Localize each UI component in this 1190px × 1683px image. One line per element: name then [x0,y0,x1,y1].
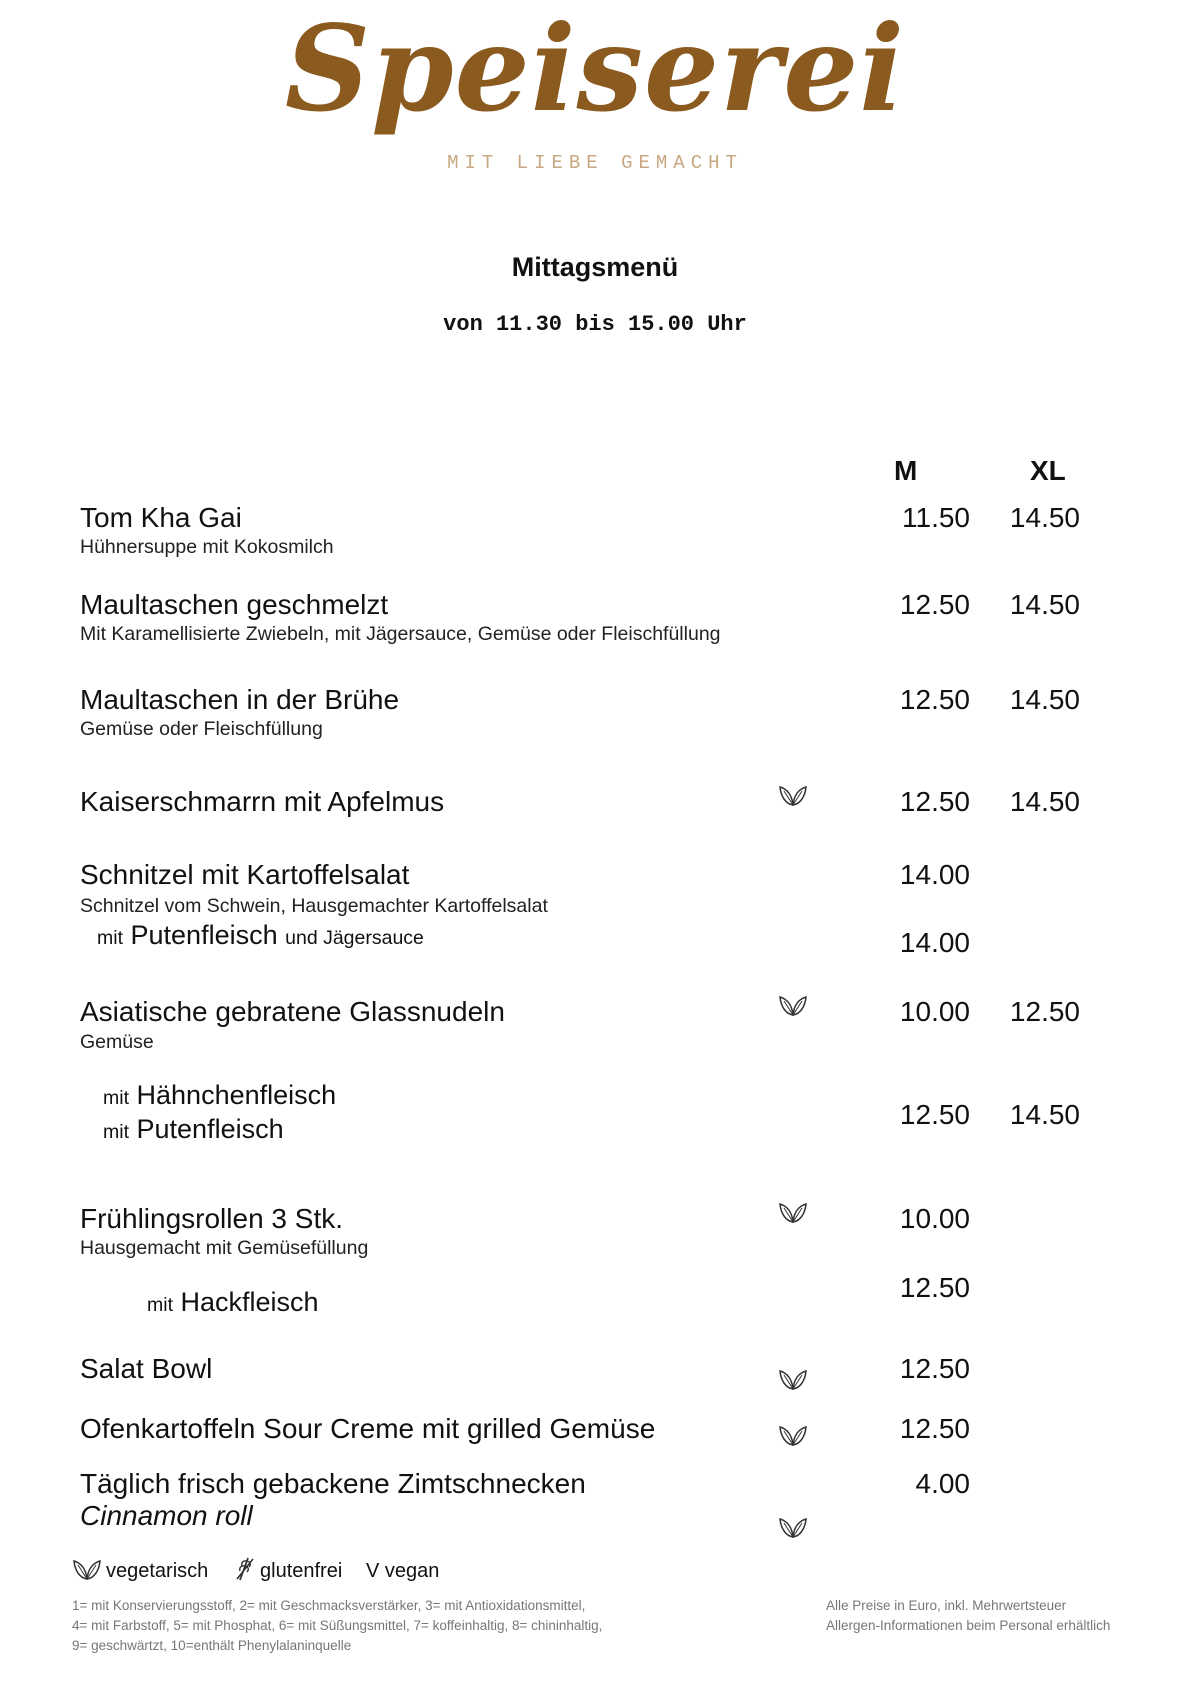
brand-logo: Speiserei [284,0,906,138]
item-name: Salat Bowl [80,1353,213,1384]
price-m: 14.00 [899,927,970,958]
item-name: Frühlingsrollen 3 Stk. [80,1203,344,1234]
legend-vegetarian: vegetarisch [106,1560,209,1582]
allergen-note: Allergen-Informationen beim Personal erhältlich [826,1618,1111,1633]
vegetarian-leaf-icon [778,1422,808,1448]
additives-line: 1= mit Konservierungsstoff, 2= mit Geschmacksverstärker, 3= mit Antioxidationsmittel, [72,1598,586,1613]
legend-vegan: V vegan [366,1560,440,1582]
additives-line: 9= geschwärtzt, 10=enthält Phenylalaninquelle [72,1638,352,1653]
item-name: Ofenkartoffeln Sour Creme mit grilled Gemüse [80,1413,656,1444]
brand-tagline: MIT LIEBE GEMACHT [447,152,743,174]
item-name: Maultaschen geschmelzt [80,589,389,620]
menu-hours: von 11.30 bis 15.00 Uhr [443,312,747,337]
price-m: 12.50 [899,1413,970,1444]
price-xl: 14.50 [1009,1099,1080,1130]
item-option: mit Putenfleisch [103,1114,284,1144]
additives-line: 4= mit Farbstoff, 5= mit Phosphat, 6= mit Süßungsmittel, 7= koffeinhaltig, 8= chininhaltig, [72,1618,603,1633]
item-subtitle: Cinnamon roll [80,1500,253,1531]
price-m: 14.00 [899,859,970,890]
item-option: mit Putenfleisch und Jägersauce [97,920,424,950]
vegetarian-leaf-icon [72,1556,102,1582]
item-description: Gemüse [80,1031,154,1053]
vegetarian-leaf-icon [778,1366,808,1392]
price-xl: 12.50 [1009,996,1080,1027]
column-header-m: M [894,455,918,486]
item-name: Tom Kha Gai [80,502,242,533]
legend-glutenfree: glutenfrei [260,1560,343,1582]
item-name: Schnitzel mit Kartoffelsalat [80,859,410,890]
item-name: Täglich frisch gebackene Zimtschnecken [80,1468,586,1499]
price-m: 12.50 [899,1099,970,1130]
item-description: Schnitzel vom Schwein, Hausgemachter Kartoffelsalat [80,895,548,917]
price-xl: 14.50 [1009,502,1080,533]
vegetarian-leaf-icon [778,992,808,1018]
price-m: 12.50 [899,589,970,620]
vegetarian-leaf-icon [778,1514,808,1540]
item-option: mit Hackfleisch [147,1287,319,1317]
glutenfree-wheat-icon [234,1555,256,1583]
menu-title: Mittagsmenü [511,252,679,282]
item-description: Gemüse oder Fleischfüllung [80,718,323,740]
item-name: Kaiserschmarrn mit Apfelmus [80,786,445,817]
vegetarian-leaf-icon [778,782,808,808]
price-xl: 14.50 [1009,684,1080,715]
price-m: 10.00 [899,1203,970,1234]
item-description: Hühnersuppe mit Kokosmilch [80,536,334,558]
column-header-xl: XL [1030,455,1066,486]
item-description: Mit Karamellisierte Zwiebeln, mit Jägersauce, Gemüse oder Fleischfüllung [80,623,721,645]
price-m: 12.50 [899,1353,970,1384]
vegetarian-leaf-icon [778,1199,808,1225]
price-xl: 14.50 [1009,786,1080,817]
price-m: 12.50 [899,1272,970,1303]
price-m: 10.00 [899,996,970,1027]
price-m: 11.50 [902,502,970,533]
item-name: Asiatische gebratene Glassnudeln [80,996,505,1027]
price-m: 4.00 [915,1468,970,1499]
item-name: Maultaschen in der Brühe [80,684,400,715]
item-description: Hausgemacht mit Gemüsefüllung [80,1237,369,1259]
price-m: 12.50 [899,786,970,817]
price-xl: 14.50 [1009,589,1080,620]
price-m: 12.50 [899,684,970,715]
item-option: mit Hähnchenfleisch [103,1080,337,1110]
price-note: Alle Preise in Euro, inkl. Mehrwertsteuer [826,1598,1067,1613]
